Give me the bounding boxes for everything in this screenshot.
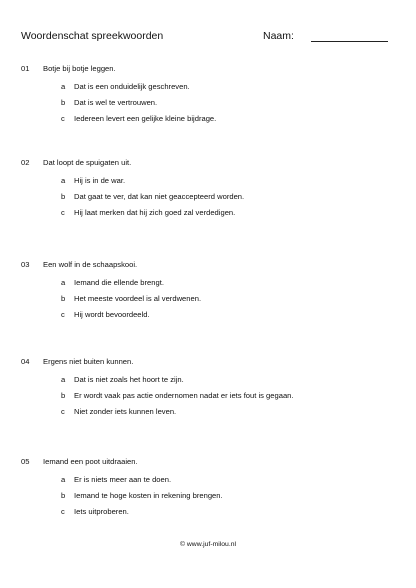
option-letter: a — [61, 176, 66, 185]
option-letter: b — [61, 491, 66, 500]
option-letter: a — [61, 278, 66, 287]
option-text: Er wordt vaak pas actie ondernomen nadat er iets fout is gegaan. — [74, 391, 294, 400]
question-number: 02 — [21, 158, 30, 167]
answer-option-b — [0, 390, 416, 401]
option-letter: c — [61, 507, 65, 516]
option-text: Niet zonder iets kunnen leven. — [74, 407, 177, 416]
option-text: Het meeste voordeel is al verdwenen. — [74, 294, 202, 303]
question-05 — [0, 456, 416, 536]
answer-option-b — [0, 293, 416, 304]
answer-option-c — [0, 309, 416, 320]
option-letter: a — [61, 82, 66, 91]
question-text: Een wolf in de schaapskooi. — [43, 260, 138, 269]
answer-option-a — [0, 175, 416, 186]
answer-option-c — [0, 113, 416, 124]
answer-option-c — [0, 207, 416, 218]
option-letter: b — [61, 98, 66, 107]
question-01 — [0, 63, 416, 143]
question-04 — [0, 356, 416, 436]
option-letter: b — [61, 294, 66, 303]
question-text: Ergens niet buiten kunnen. — [43, 357, 134, 366]
option-letter: a — [61, 475, 66, 484]
name-write-line — [311, 41, 388, 42]
option-letter: c — [61, 407, 65, 416]
question-text: Dat loopt de spuigaten uit. — [43, 158, 132, 167]
question-text: Iemand een poot uitdraaien. — [43, 457, 138, 466]
option-text: Hij is in de war. — [74, 176, 126, 185]
question-text: Botje bij botje leggen. — [43, 64, 116, 73]
answer-option-b — [0, 97, 416, 108]
footer-copyright: © www.juf-milou.nl — [180, 541, 236, 548]
option-letter: c — [61, 208, 65, 217]
option-letter: b — [61, 192, 66, 201]
option-text: Iets uitproberen. — [74, 507, 129, 516]
option-text: Hij laat merken dat hij zich goed zal verdedigen. — [74, 208, 236, 217]
option-text: Dat is wel te vertrouwen. — [74, 98, 158, 107]
answer-option-a — [0, 474, 416, 485]
question-number: 01 — [21, 64, 30, 73]
option-text: Iedereen levert een gelijke kleine bijdrage. — [74, 114, 217, 123]
question-02 — [0, 157, 416, 237]
option-text: Dat is niet zoals het hoort te zijn. — [74, 375, 184, 384]
option-text: Dat is een onduidelijk geschreven. — [74, 82, 190, 91]
answer-option-b — [0, 191, 416, 202]
worksheet-header — [21, 29, 388, 45]
question-number: 04 — [21, 357, 30, 366]
option-letter: c — [61, 114, 65, 123]
answer-option-a — [0, 81, 416, 92]
question-number: 03 — [21, 260, 30, 269]
question-03 — [0, 259, 416, 339]
answer-option-a — [0, 374, 416, 385]
worksheet-title: Woordenschat spreekwoorden — [21, 30, 164, 42]
name-label: Naam: — [263, 30, 294, 42]
option-text: Iemand die ellende brengt. — [74, 278, 164, 287]
answer-option-a — [0, 277, 416, 288]
option-letter: c — [61, 310, 65, 319]
option-letter: a — [61, 375, 66, 384]
answer-option-c — [0, 406, 416, 417]
option-text: Dat gaat te ver, dat kan niet geaccepteerd worden. — [74, 192, 245, 201]
question-number: 05 — [21, 457, 30, 466]
answer-option-c — [0, 506, 416, 517]
option-text: Hij wordt bevoordeeld. — [74, 310, 150, 319]
option-text: Er is niets meer aan te doen. — [74, 475, 172, 484]
answer-option-b — [0, 490, 416, 501]
option-letter: b — [61, 391, 66, 400]
option-text: Iemand te hoge kosten in rekening brengen. — [74, 491, 223, 500]
